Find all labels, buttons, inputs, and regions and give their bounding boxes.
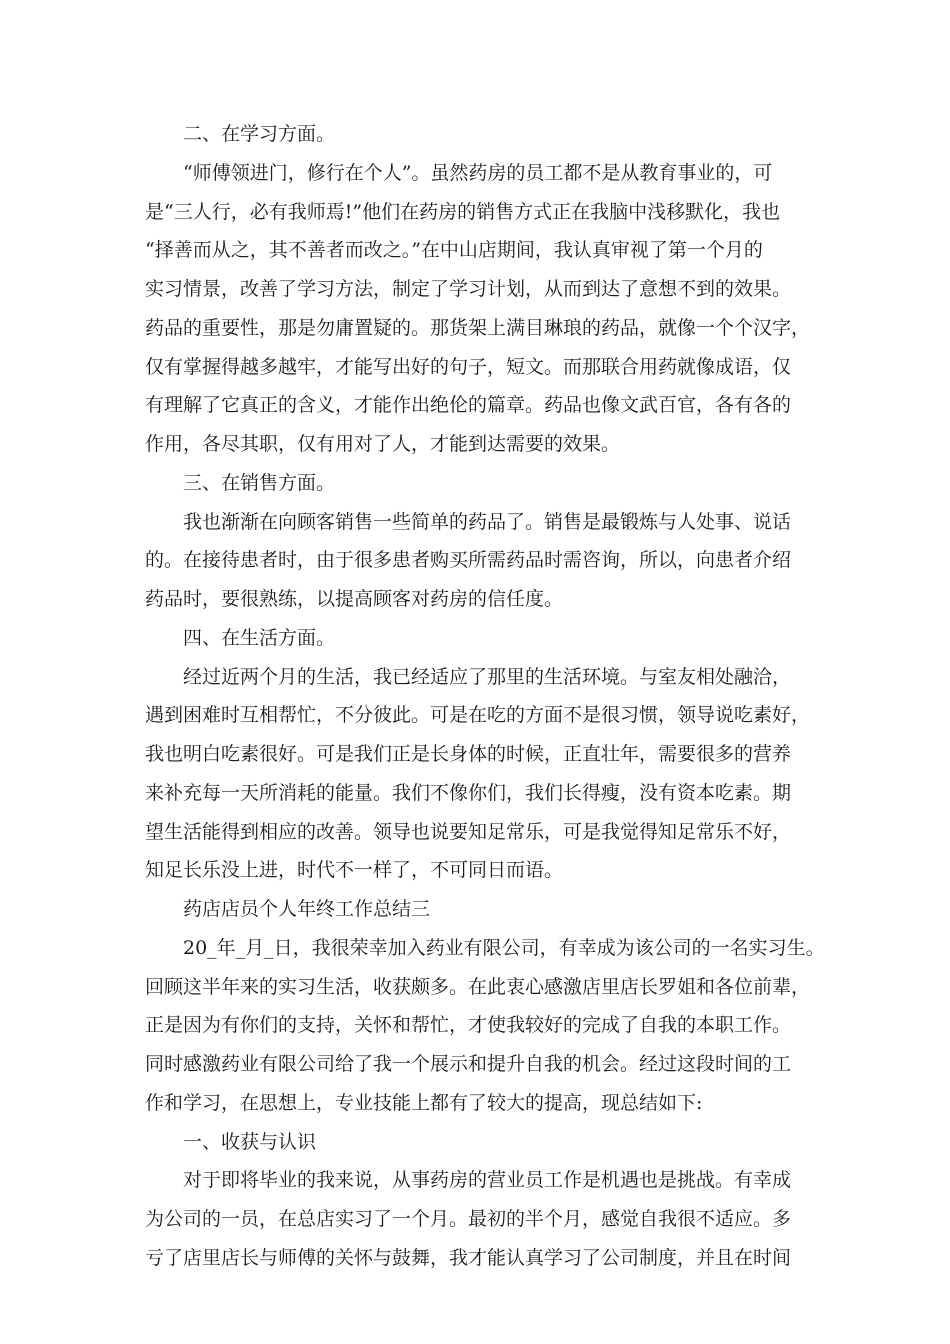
- text-line: 药店店员个人年终工作总结三: [183, 898, 431, 920]
- text-line: “师傅领进门，修行在个人”。虽然药房的员工都不是从教育事业的，可: [183, 161, 773, 184]
- text-line: 作用，各尽其职，仅有用对了人，才能到达需要的效果。: [145, 433, 621, 455]
- text-line: 一、收获与认识: [183, 1130, 317, 1153]
- text-line: 药品的重要性，那是勿庸置疑的。那货架上满目琳琅的药品，就像一个个汉字，: [145, 316, 811, 339]
- text-line: 四、在生活方面。: [183, 626, 336, 649]
- text-line: 为公司的一员，在总店实习了一个月。最初的半个月，感觉自我很不适应。多: [145, 1208, 792, 1230]
- text-line: 我也明白吃素很好。可是我们正是长身体的时候，正直壮年，需要很多的营养: [145, 743, 792, 765]
- text-line: 仅有掌握得越多越牢，才能写出好的句子，短文。而那联合用药就像成语，仅: [145, 355, 792, 378]
- text-line: 有理解了它真正的含义，才能作出绝伦的篇章。药品也像文武百官，各有各的: [145, 394, 792, 417]
- text-line: 对于即将毕业的我来说，从事药房的营业员工作是机遇也是挑战。有幸成: [183, 1169, 792, 1192]
- text-line: 亏了店里店长与师傅的关怀与鼓舞，我才能认真学习了公司制度，并且在时间: [145, 1246, 792, 1269]
- text-line: 实习情景，改善了学习方法，制定了学习计划，从而到达了意想不到的效果。: [145, 278, 792, 300]
- text-line: 望生活能得到相应的改善。领导也说要知足常乐，可是我觉得知足常乐不好，: [145, 820, 792, 843]
- text-line: 回顾这半年来的实习生活，收获颇多。在此衷心感激店里店长罗姐和各位前辈，: [145, 975, 811, 998]
- text-line: 的。在接待患者时，由于很多患者购买所需药品时需咨询，所以，向患者介绍: [145, 549, 792, 572]
- text-line: 二、在学习方面。: [183, 123, 336, 145]
- text-line: 20_年_月_日，我很荣幸加入药业有限公司，有幸成为该公司的一名实习生。: [183, 936, 825, 959]
- text-line: 同时感激药业有限公司给了我一个展示和提升自我的机会。经过这段时间的工: [145, 1053, 792, 1075]
- text-line: “择善而从之，其不善者而改之。”在中山店期间，我认真审视了第一个月的: [145, 239, 763, 262]
- text-line: 作和学习，在思想上，专业技能上都有了较大的提高，现总结如下:: [145, 1091, 703, 1114]
- text-line: 三、在销售方面。: [183, 471, 336, 494]
- text-line: 经过近两个月的生活，我已经适应了那里的生活环境。与室友相处融洽，: [183, 665, 792, 688]
- text-line: 正是因为有你们的支持，关怀和帮忙，才使我较好的完成了自我的本职工作。: [145, 1014, 792, 1037]
- text-line: 遇到困难时互相帮忙，不分彼此。可是在吃的方面不是很习惯，领导说吃素好，: [145, 704, 811, 727]
- text-line: 知足长乐没上进，时代不一样了，不可同日而语。: [145, 859, 564, 882]
- text-line: 药品时，要很熟练，以提高顾客对药房的信任度。: [145, 588, 564, 610]
- text-line: 是“三人行，必有我师焉!”他们在药房的销售方式正在我脑中浅移默化，我也: [145, 200, 781, 223]
- text-line: 来补充每一天所消耗的能量。我们不像你们，我们长得瘦，没有资本吃素。期: [145, 781, 792, 804]
- text-line: 我也渐渐在向顾客销售一些简单的药品了。销售是最锻炼与人处事、说话: [183, 510, 792, 533]
